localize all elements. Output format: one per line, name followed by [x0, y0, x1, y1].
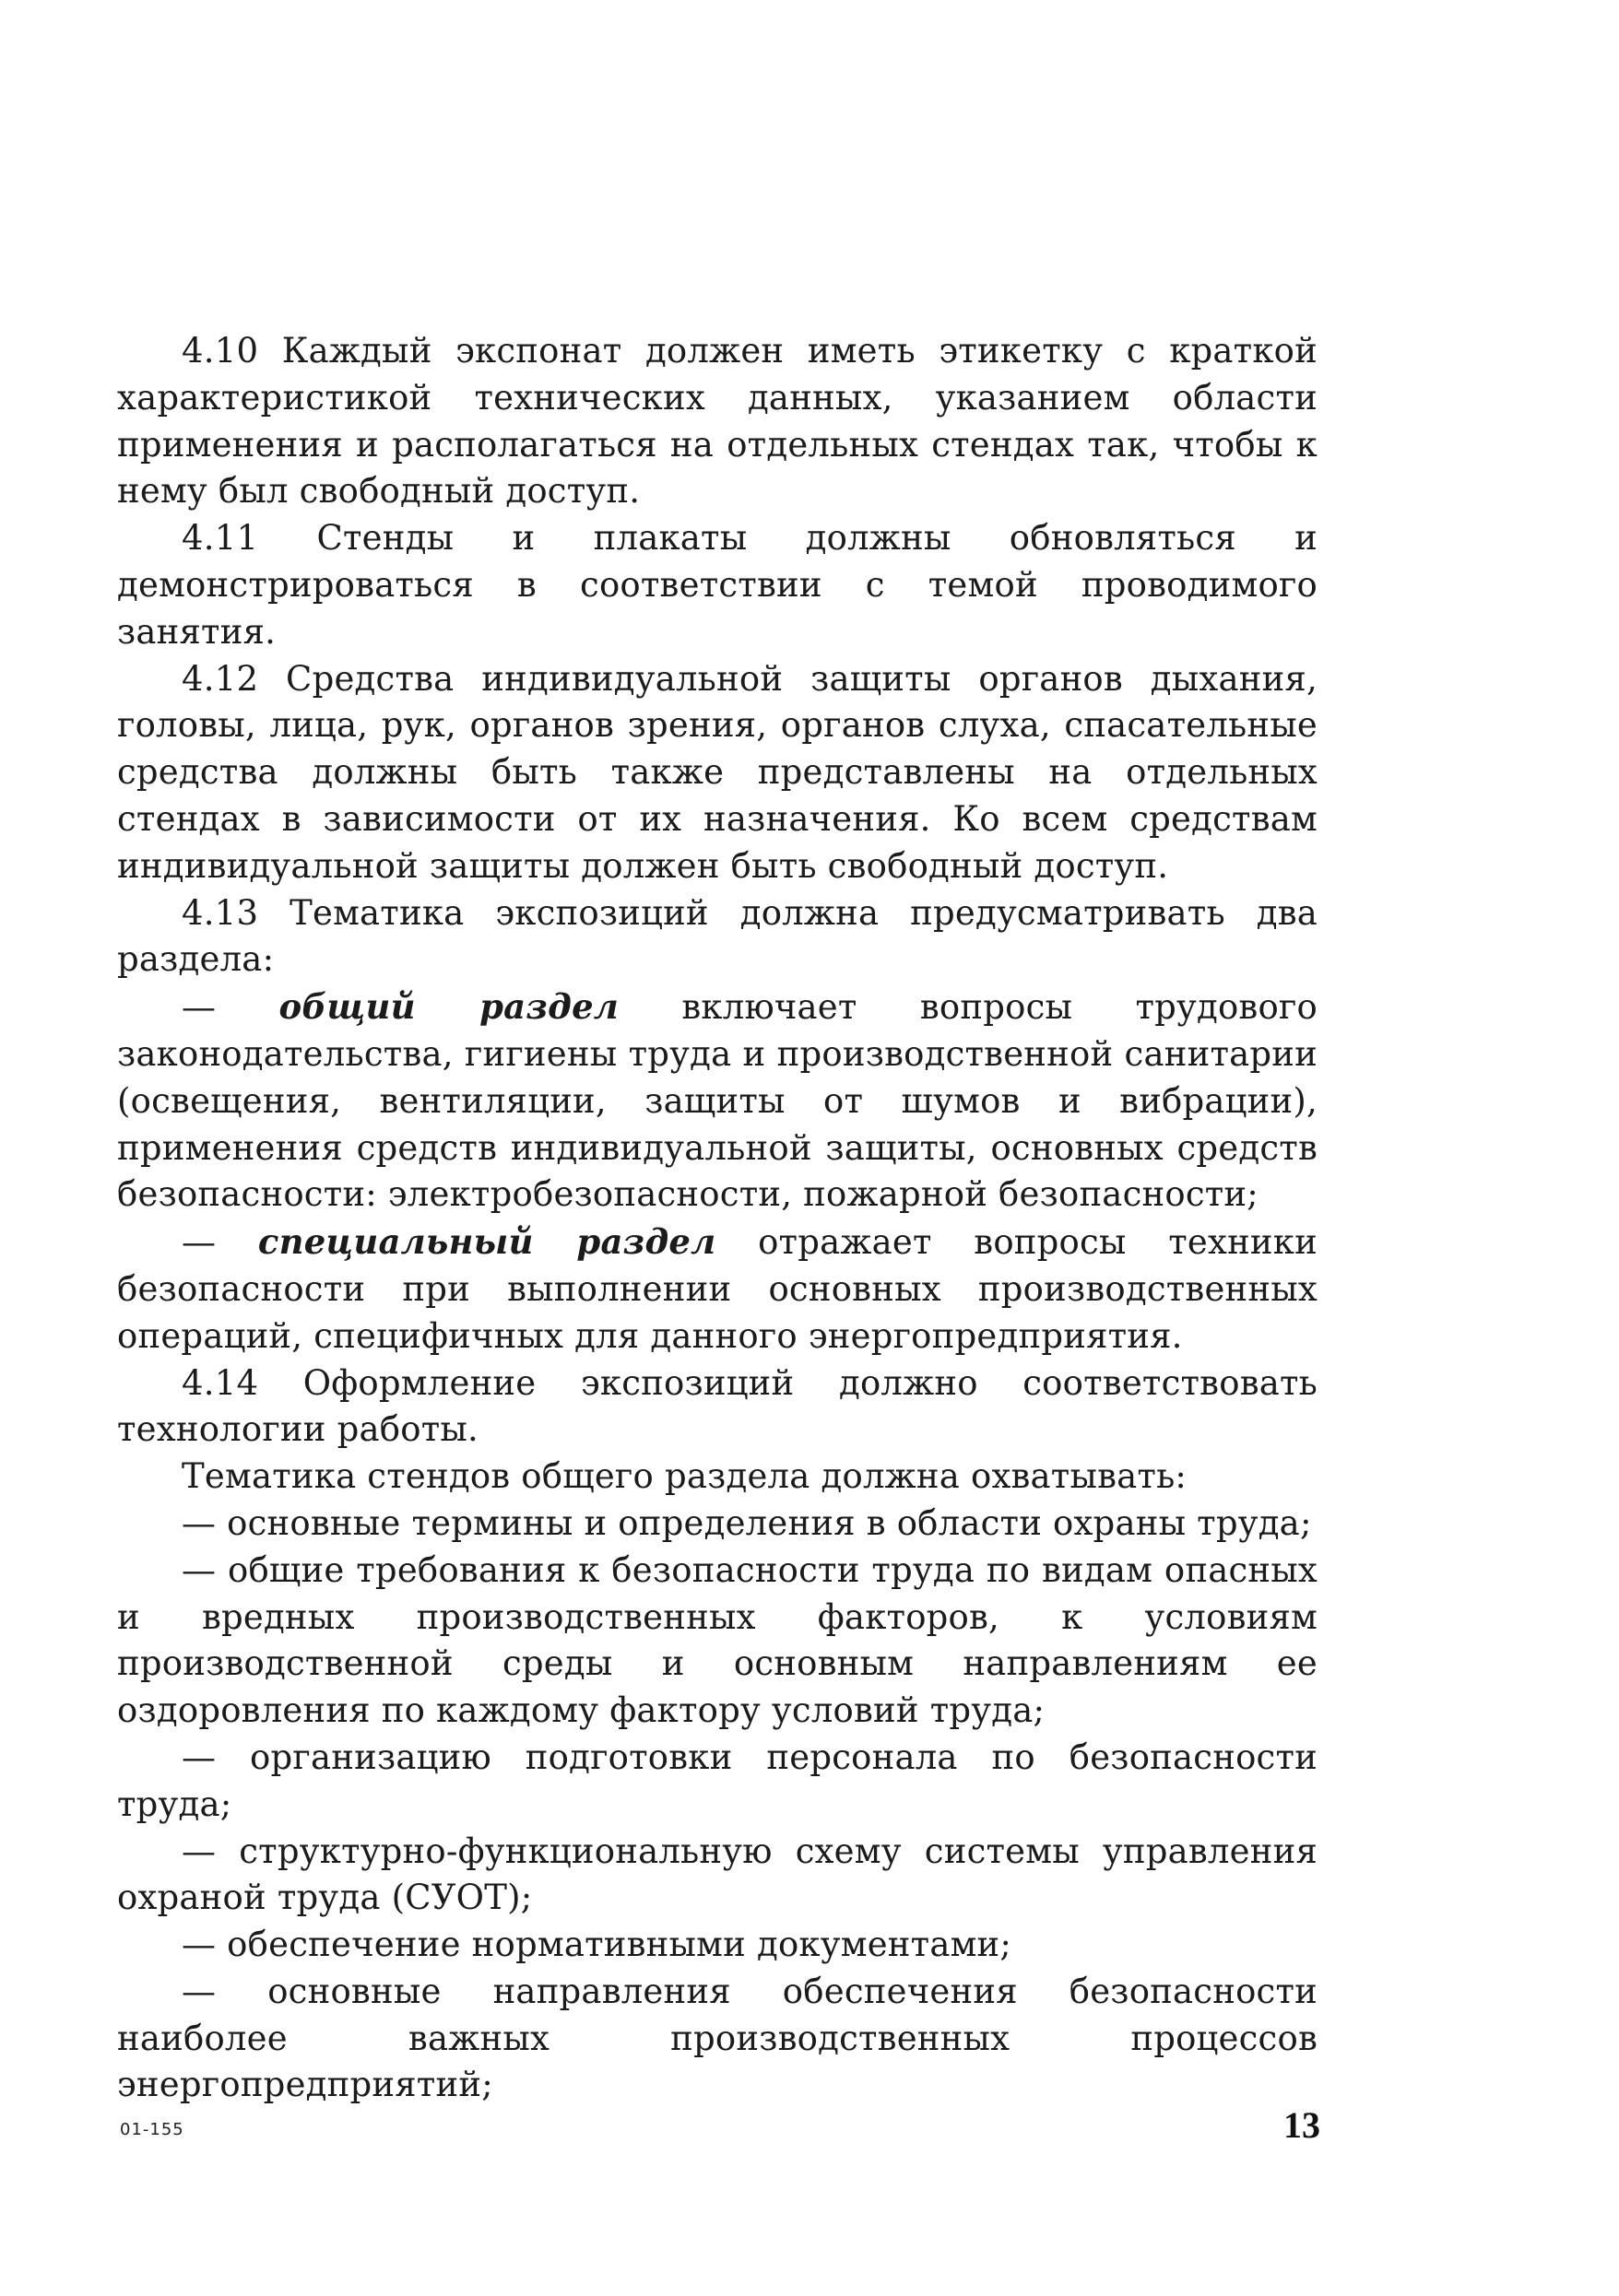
paragraph-4-12: 4.12 Средства индивидуальной защиты органов дыхания, головы, лица, рук, органов зрения, органов слуха, спасательные средства должны быть также представлены на отдельных стендах в зависимости от их назначения. Ко всем средствам индивидуальной защиты должен быть свободный доступ.	[117, 658, 1318, 886]
paragraph-4-10: 4.10 Каждый экспонат должен иметь этикетку с краткой характеристикой технических данных, указанием области применения и располагаться на отдельных стендах так, чтобы к нему был свободный доступ.	[117, 331, 1318, 512]
section-special	[117, 1219, 1318, 1360]
topic-item: — основные термины и определения в области охраны труда;	[182, 1502, 1312, 1543]
topics-intro: Тематика стендов общего раздела должна охватывать:	[182, 1456, 1188, 1497]
section-special-text: отражает вопросы техники безопасности при выполнении основных производственных операций, специфичных для данного энергопредприятия.	[117, 1222, 1318, 1356]
term-general-section: общий раздел	[278, 986, 620, 1028]
page-number: 13	[1283, 2104, 1320, 2146]
dash: —	[182, 987, 217, 1028]
body-text	[117, 328, 1318, 2109]
paragraph-4-11: 4.11 Стенды и плакаты должны обновляться и демонстрироваться в соответствии с темой проводимого занятия.	[117, 518, 1318, 652]
topic-item: — обеспечение нормативными документами;	[182, 1925, 1012, 1965]
topic-item: — организацию подготовки персонала по безопасности труда;	[117, 1737, 1318, 1824]
paragraph-4-14: 4.14 Оформление экспозиций должно соответствовать технологии работы.	[117, 1362, 1318, 1450]
topic-item: — основные направления обеспечения безопасности наиболее важных производственных процессов энергопредприятий;	[117, 1971, 1318, 2105]
topic-item: — общие требования к безопасности труда по видам опасных и вредных производственных факторов, к условиям производственной среды и основным направлениям ее оздоровления по каждому фактору условий труда;	[117, 1549, 1318, 1731]
dash: —	[182, 1222, 217, 1263]
paragraph-4-13: 4.13 Тематика экспозиций должна предусматривать два раздела:	[117, 892, 1318, 980]
section-general-text: включает вопросы трудового законодательства, гигиены труда и производственной санитарии (освещения, вентиляции, защиты от шумов и вибрации), применения средств индивидуальной защиты, основных средств безопасности: электробезопасности, пожарной безопасности;	[117, 987, 1318, 1215]
section-general	[117, 983, 1318, 1219]
term-special-section: специальный раздел	[257, 1221, 716, 1263]
topic-item: — структурно-функциональную схему системы управления охраной труда (СУОТ);	[117, 1831, 1318, 1918]
footer-code: 01-155	[120, 2120, 184, 2139]
